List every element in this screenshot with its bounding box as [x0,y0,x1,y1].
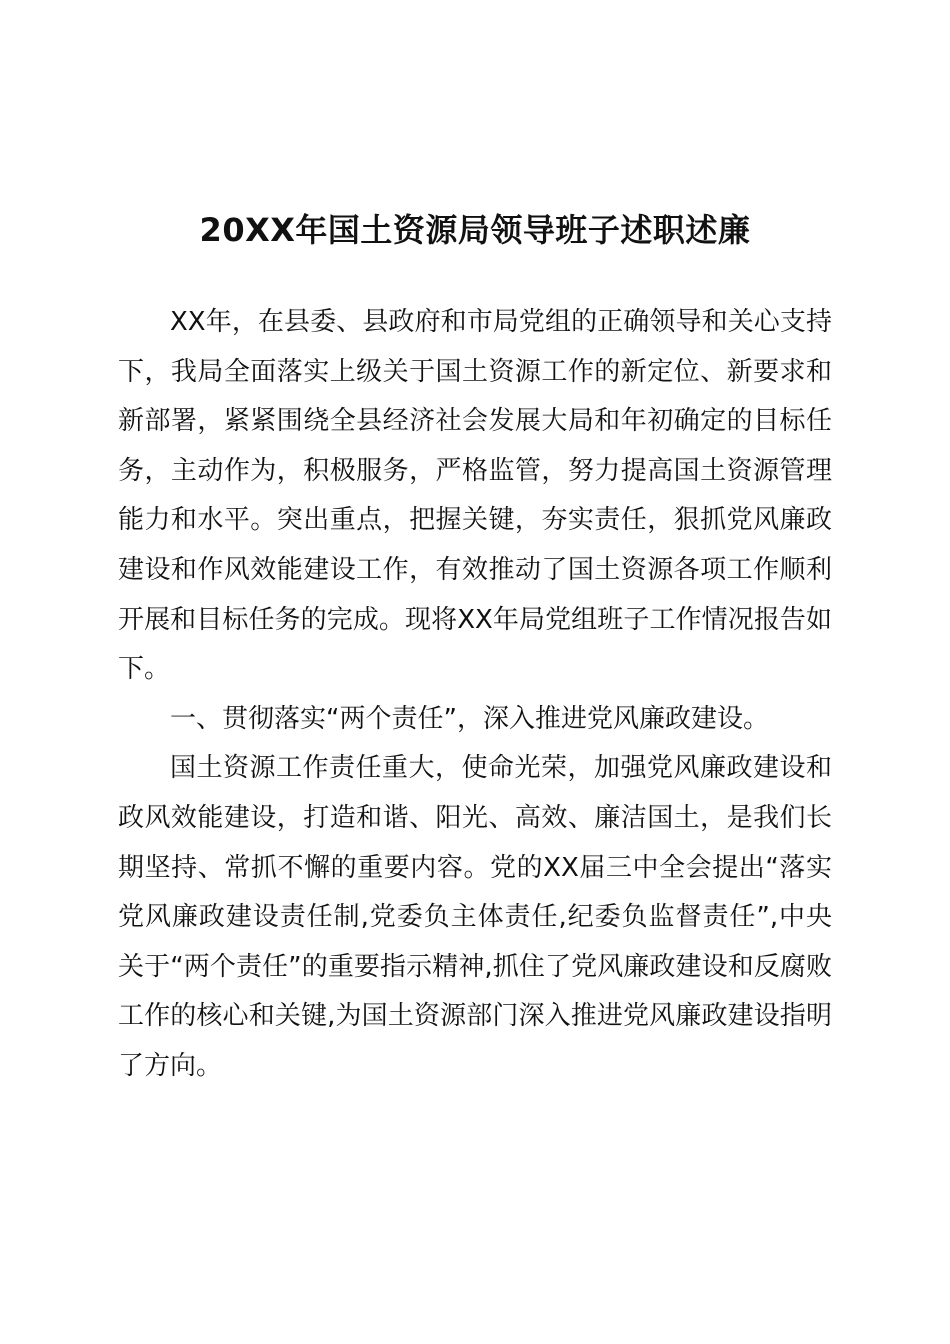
document-body [118,298,832,1092]
paragraph-section-1: 国土资源工作责任重大，使命光荣，加强党风廉政建设和政风效能建设，打造和谐、阳光、高效、廉洁国土，是我们长期坚持、常抓不懈的重要内容。党的XX届三中全会提出“落实党风廉政建设责任制,党委负主体责任,纪委负监督责任”,中央关于“两个责任”的重要指示精神,抓住了党风廉政建设和反腐败工作的核心和关键,为国土资源部门深入推进党风廉政建设指明了方向。 [118,753,832,1081]
section-heading-1: 一、贯彻落实“两个责任”，深入推进党风廉政建设。 [170,703,769,734]
paragraph-intro: XX年，在县委、县政府和市局党组的正确领导和关心支持下，我局全面落实上级关于国土资源工作的新定位、新要求和新部署，紧紧围绕全县经济社会发展大局和年初确定的目标任务，主动作为，积极服务，严格监管，努力提高国土资源管理能力和水平。突出重点，把握关键，夯实责任，狠抓党风廉政建设和作风效能建设工作，有效推动了国土资源各项工作顺利开展和目标任务的完成。现将XX年局党组班子工作情况报告如下。 [118,307,832,685]
document-title: 20XX年国土资源局领导班子述职述廉 [199,211,751,249]
